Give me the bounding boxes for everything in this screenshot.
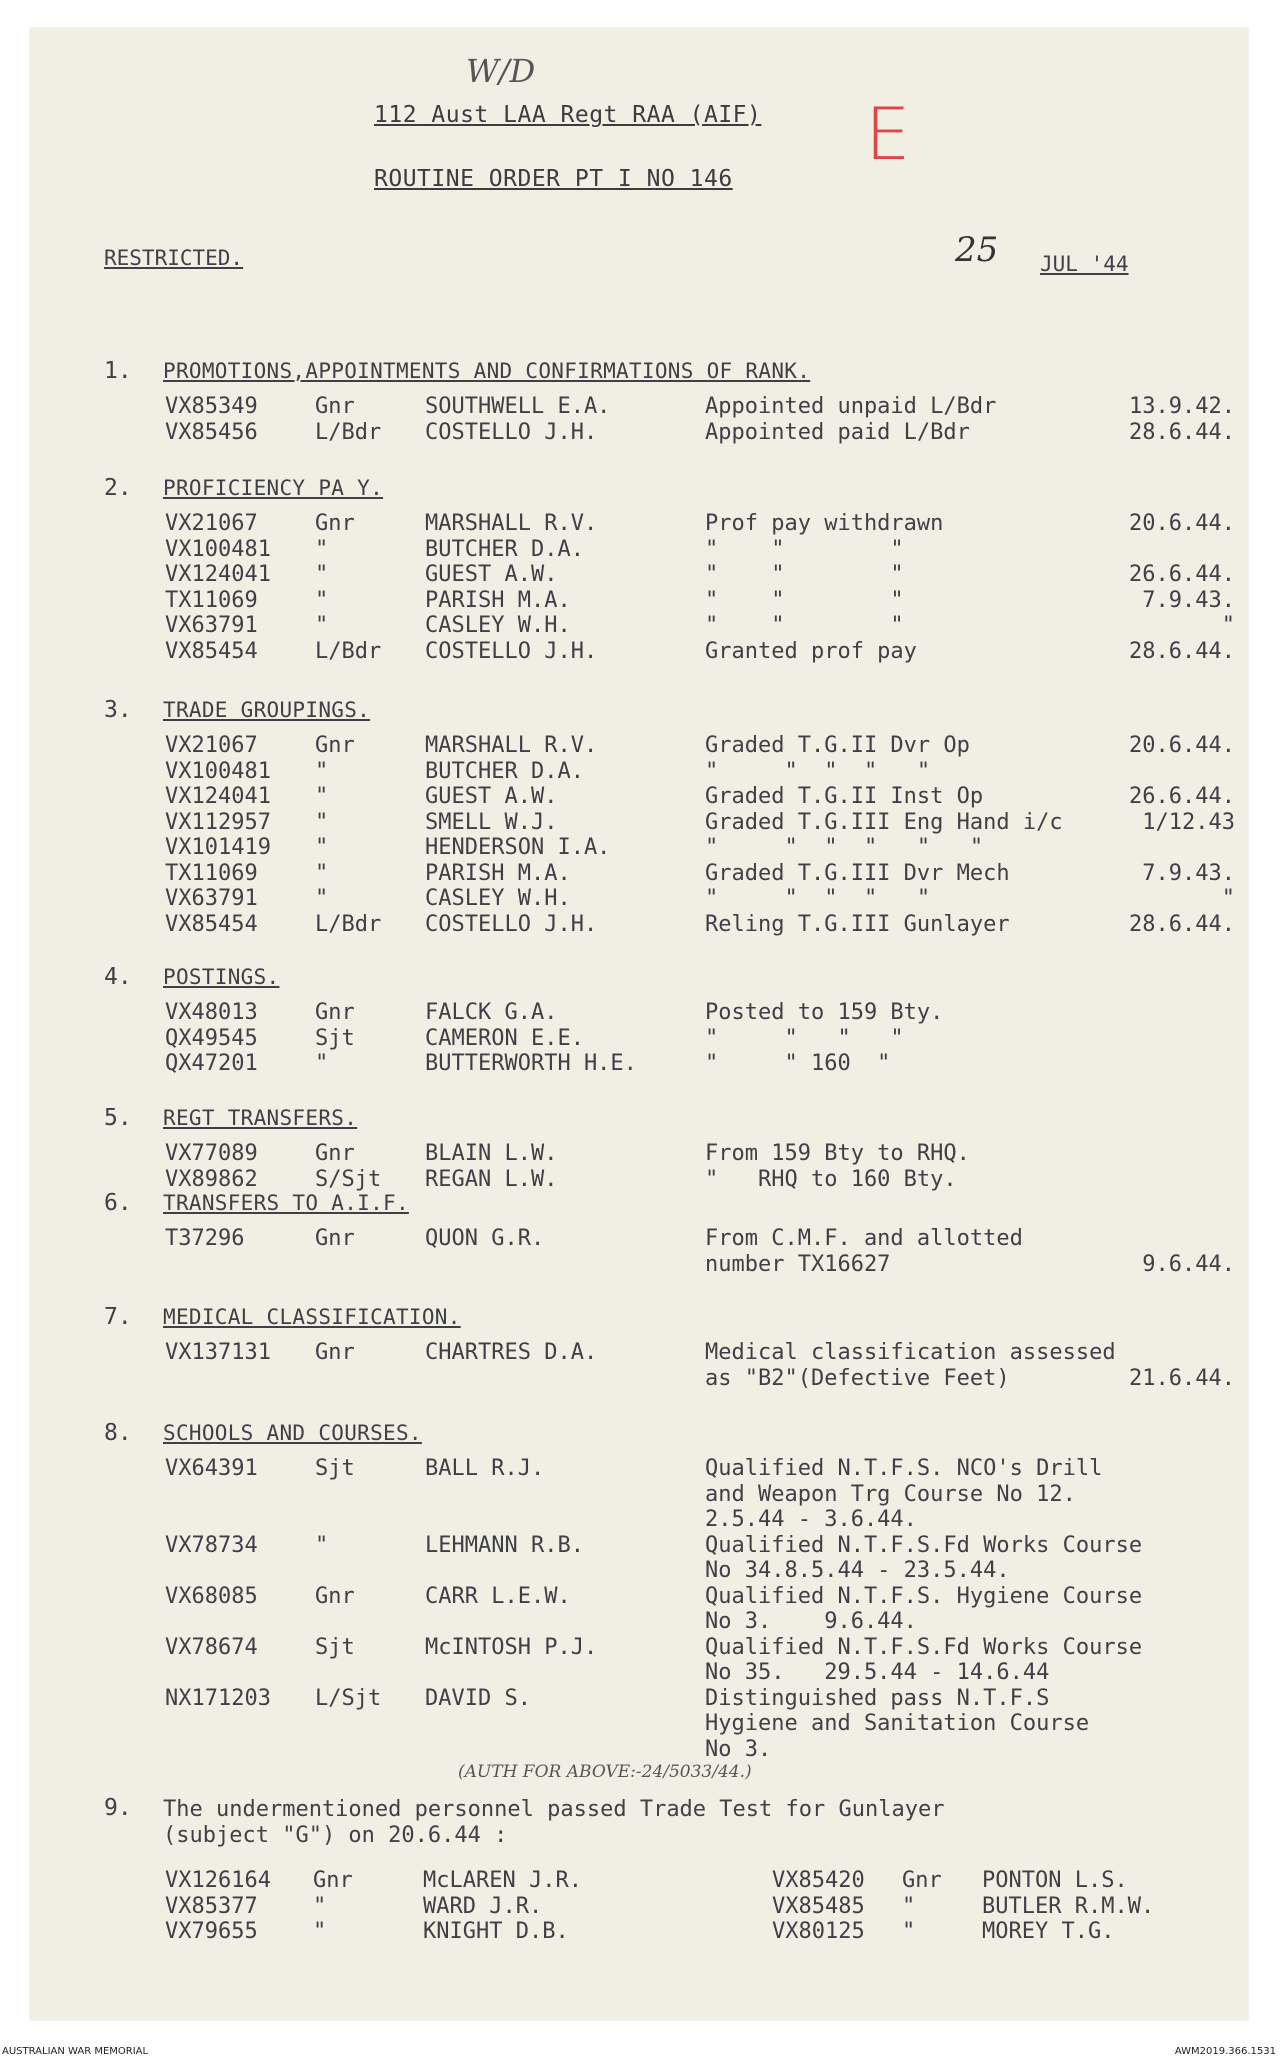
service-number: VX112957 [165, 809, 271, 835]
order-entry-row [165, 1141, 1235, 1167]
entry-detail: as "B2"(Defective Feet) [705, 1365, 1010, 1391]
order-entry-row [165, 420, 1235, 446]
entry-detail: and Weapon Trg Course No 12. [705, 1481, 1076, 1507]
entry-date: 9.6.44. [1142, 1251, 1235, 1277]
section-title: MEDICAL CLASSIFICATION. [163, 1305, 461, 1329]
rank: Gnr [315, 1000, 355, 1025]
entry-detail: No 34.8.5.44 - 23.5.44. [705, 1558, 1010, 1583]
entry-detail: Graded T.G.II Dvr Op [705, 733, 970, 758]
soldier-name: QUON G.R. [425, 1226, 545, 1251]
soldier-name: GUEST A.W. [425, 562, 558, 587]
service-number: VX21067 [165, 511, 258, 536]
rank: " [315, 886, 329, 911]
soldier-name: PARISH M.A. [425, 860, 571, 886]
order-entry-row [165, 394, 1235, 420]
footer-source: AUSTRALIAN WAR MEMORIAL [2, 2046, 149, 2057]
service-number: VX85485 [772, 1893, 865, 1919]
order-entry-row [165, 1635, 1235, 1661]
gunlayer-row [165, 1894, 625, 1920]
entry-date: 20.6.44. [1129, 733, 1235, 758]
rank: " [315, 587, 329, 613]
soldier-name: CASLEY W.H. [425, 886, 571, 911]
gunlayer-row [165, 1868, 625, 1894]
rank: Gnr [313, 1868, 353, 1893]
service-number: VX63791 [165, 613, 258, 638]
gunlayer-row [772, 1919, 1232, 1945]
order-entry-row [165, 784, 1235, 810]
entry-detail: No 35. 29.5.44 - 14.6.44 [705, 1660, 1050, 1685]
section-number: 2. [104, 475, 132, 501]
rank: " [315, 613, 329, 638]
service-number: VX89862 [165, 1166, 258, 1192]
order-entry-row [165, 1660, 1235, 1686]
order-entry-row [165, 1026, 1235, 1052]
soldier-name: BUTCHER D.A. [425, 758, 584, 784]
order-entry-row [165, 1584, 1235, 1610]
entry-detail: No 3. 9.6.44. [705, 1609, 917, 1634]
rank: " [315, 784, 329, 809]
service-number: QX47201 [165, 1051, 258, 1076]
entry-detail: " " " " " [705, 758, 931, 784]
typed-date: JUL '44 [1040, 252, 1129, 276]
soldier-name: REGAN L.W. [425, 1166, 558, 1192]
rank: Sjt [315, 1634, 355, 1660]
entry-detail: Graded T.G.III Eng Hand i/c [705, 809, 1063, 835]
soldier-name: PARISH M.A. [425, 587, 571, 613]
service-number: VX77089 [165, 1141, 258, 1166]
rank: L/Bdr [315, 911, 382, 937]
entry-detail: " " 160 " [705, 1051, 891, 1076]
entry-detail: Graded T.G.III Dvr Mech [705, 860, 1010, 886]
soldier-name: BUTCHER D.A. [425, 536, 584, 562]
service-number: VX85377 [165, 1893, 258, 1919]
rank: Sjt [315, 1456, 355, 1481]
service-number: VX85454 [165, 638, 258, 664]
service-number: VX48013 [165, 1000, 258, 1025]
entry-date: 7.9.43. [1142, 587, 1235, 613]
soldier-name: MARSHALL R.V. [425, 511, 598, 536]
rank: Sjt [315, 1025, 355, 1051]
entry-date: " [1221, 886, 1235, 911]
rank: L/Bdr [315, 419, 382, 445]
soldier-name: CARR L.E.W. [425, 1583, 571, 1609]
entry-detail: Posted to 159 Bty. [705, 1000, 944, 1025]
order-entry-row [165, 511, 1235, 537]
entry-detail: " " " [705, 587, 904, 613]
order-entry-row [165, 1226, 1235, 1252]
soldier-name: LEHMANN R.B. [425, 1532, 584, 1558]
order-entry-row [165, 886, 1235, 912]
service-number: VX79655 [165, 1919, 258, 1944]
order-entry-row [165, 1000, 1235, 1026]
soldier-name: MARSHALL R.V. [425, 733, 598, 758]
service-number: TX11069 [165, 860, 258, 886]
order-entry-row [165, 1252, 1235, 1278]
order-entry-row [165, 835, 1235, 861]
order-entry-row [165, 1167, 1235, 1193]
section-title: PROFICIENCY PA Y. [163, 476, 384, 500]
service-number: TX11069 [165, 587, 258, 613]
section-title: TRANSFERS TO A.I.F. [163, 1191, 409, 1215]
section9-text: (subject "G") on 20.6.44 : [163, 1823, 508, 1848]
entry-date: 28.6.44. [1129, 638, 1235, 664]
section-number: 7. [104, 1304, 132, 1330]
red-mark: E [865, 92, 911, 176]
order-entry-row [165, 613, 1235, 639]
rank: " [902, 1893, 916, 1919]
rank: Gnr [315, 511, 355, 536]
service-number: VX85420 [772, 1868, 865, 1893]
entry-detail: No 3. [705, 1736, 772, 1762]
soldier-name: COSTELLO J.H. [425, 638, 598, 664]
entry-date: 20.6.44. [1129, 511, 1235, 536]
auth-note: (AUTH FOR ABOVE:-24/5033/44.) [458, 1762, 752, 1782]
entry-date: 26.6.44. [1129, 562, 1235, 587]
order-entry-row [165, 562, 1235, 588]
entry-detail: From C.M.F. and allotted [705, 1226, 1023, 1251]
service-number: VX85349 [165, 394, 258, 419]
entry-detail: Reling T.G.III Gunlayer [705, 911, 1010, 937]
service-number: VX21067 [165, 733, 258, 758]
entry-detail: Qualified N.T.F.S. Hygiene Course [705, 1583, 1143, 1609]
order-entry-row [165, 810, 1235, 836]
service-number: VX100481 [165, 536, 271, 562]
soldier-name: SOUTHWELL E.A. [425, 394, 611, 419]
section-title: SCHOOLS AND COURSES. [163, 1421, 422, 1445]
rank: Gnr [315, 1340, 355, 1365]
soldier-name: DAVID S. [425, 1685, 531, 1711]
order-entry-row [165, 1340, 1235, 1366]
soldier-name: COSTELLO J.H. [425, 911, 598, 937]
service-number: VX85454 [165, 911, 258, 937]
soldier-name: BALL R.J. [425, 1456, 545, 1481]
section-number: 4. [104, 964, 132, 990]
rank: " [315, 562, 329, 587]
section-number: 1. [104, 358, 132, 384]
entry-detail: Granted prof pay [705, 638, 917, 664]
section9-text: The undermentioned personnel passed Trade Test for Gunlayer [163, 1797, 945, 1822]
entry-detail: " " " [705, 562, 904, 587]
section-number: 3. [104, 697, 132, 723]
entry-detail: Prof pay withdrawn [705, 511, 944, 536]
service-number: T37296 [165, 1226, 245, 1251]
rank: Gnr [902, 1868, 942, 1893]
handwritten-date: 25 [955, 230, 999, 270]
soldier-name: MOREY T.G. [982, 1919, 1115, 1944]
rank: " [313, 1919, 327, 1944]
entry-detail: " " " " " [705, 886, 931, 911]
entry-detail: Medical classification assessed [705, 1340, 1116, 1365]
soldier-name: WARD J.R. [423, 1893, 543, 1919]
order-entry-row [165, 1051, 1235, 1077]
entry-date: 7.9.43. [1142, 860, 1235, 886]
entry-detail: " RHQ to 160 Bty. [705, 1166, 957, 1192]
rank: " [315, 835, 329, 860]
entry-detail: Qualified N.T.F.S. NCO's Drill [705, 1456, 1103, 1481]
entry-detail: " " " " [705, 1025, 904, 1051]
service-number: VX80125 [772, 1919, 865, 1944]
entry-date: 21.6.44. [1129, 1365, 1235, 1391]
rank: L/Sjt [315, 1685, 382, 1711]
service-number: VX100481 [165, 758, 271, 784]
soldier-name: CASLEY W.H. [425, 613, 571, 638]
service-number: VX124041 [165, 784, 271, 809]
gunlayer-row [165, 1919, 625, 1945]
order-entry-row [165, 639, 1235, 665]
entry-detail: " " " " " " [705, 835, 984, 860]
section-title: PROMOTIONS,APPOINTMENTS AND CONFIRMATIONS OF RANK. [163, 359, 811, 383]
service-number: VX126164 [165, 1868, 271, 1893]
entry-detail: " " " [705, 536, 904, 562]
rank: " [315, 1532, 329, 1558]
entry-detail: Graded T.G.II Inst Op [705, 784, 984, 809]
order-entry-row [165, 1456, 1235, 1482]
soldier-name: HENDERSON I.A. [425, 835, 611, 860]
rank: S/Sjt [315, 1166, 382, 1192]
order-entry-row [165, 537, 1235, 563]
unit-title: 112 Aust LAA Regt RAA (AIF) [374, 102, 762, 128]
rank: " [315, 1051, 329, 1076]
entry-detail: Qualified N.T.F.S.Fd Works Course [705, 1532, 1143, 1558]
gunlayer-row [772, 1868, 1232, 1894]
entry-detail: Qualified N.T.F.S.Fd Works Course [705, 1634, 1143, 1660]
order-entry-row [165, 1686, 1235, 1712]
section-title: REGT TRANSFERS. [163, 1106, 358, 1130]
rank: " [315, 809, 329, 835]
order-entry-row [165, 1366, 1235, 1392]
order-entry-row [165, 1737, 1235, 1763]
rank: Gnr [315, 1226, 355, 1251]
entry-date: 13.9.42. [1129, 394, 1235, 419]
soldier-name: McLAREN J.R. [423, 1868, 582, 1893]
rank: " [313, 1893, 327, 1919]
service-number: VX124041 [165, 562, 271, 587]
rank: Gnr [315, 733, 355, 758]
service-number: NX171203 [165, 1685, 271, 1711]
rank: " [902, 1919, 916, 1944]
gunlayer-row [772, 1894, 1232, 1920]
entry-detail: Hygiene and Sanitation Course [705, 1711, 1090, 1736]
handwritten-ref: W/D [466, 52, 536, 90]
entry-date: 28.6.44. [1129, 419, 1235, 445]
rank: Gnr [315, 1141, 355, 1166]
rank: Gnr [315, 394, 355, 419]
soldier-name: McINTOSH P.J. [425, 1634, 598, 1660]
soldier-name: GUEST A.W. [425, 784, 558, 809]
order-entry-row [165, 1558, 1235, 1584]
soldier-name: COSTELLO J.H. [425, 419, 598, 445]
classification: RESTRICTED. [104, 246, 244, 270]
service-number: QX49545 [165, 1025, 258, 1051]
service-number: VX64391 [165, 1456, 258, 1481]
order-entry-row [165, 1711, 1235, 1737]
entry-detail: " " " [705, 613, 904, 638]
service-number: VX63791 [165, 886, 258, 911]
entry-date: " [1221, 613, 1235, 638]
entry-detail: Distinguished pass N.T.F.S [705, 1685, 1050, 1711]
soldier-name: BUTTERWORTH H.E. [425, 1051, 637, 1076]
section-number: 6. [104, 1190, 132, 1216]
order-entry-row [165, 759, 1235, 785]
entry-detail: 2.5.44 - 3.6.44. [705, 1507, 917, 1532]
section-number: 9. [104, 1795, 132, 1821]
soldier-name: BLAIN L.W. [425, 1141, 558, 1166]
entry-date: 1/12.43 [1142, 809, 1235, 835]
soldier-name: CHARTRES D.A. [425, 1340, 598, 1365]
order-entry-row [165, 1609, 1235, 1635]
rank: L/Bdr [315, 638, 382, 664]
order-entry-row [165, 733, 1235, 759]
rank: Gnr [315, 1583, 355, 1609]
order-entry-row [165, 861, 1235, 887]
soldier-name: SMELL W.J. [425, 809, 558, 835]
service-number: VX101419 [165, 835, 271, 860]
footer-accession: AWM2019.366.1531 [1174, 2046, 1276, 2057]
soldier-name: BUTLER R.M.W. [982, 1893, 1155, 1919]
rank: " [315, 758, 329, 784]
entry-detail: number TX16627 [705, 1251, 891, 1277]
order-entry-row [165, 1482, 1235, 1508]
section-number: 5. [104, 1105, 132, 1131]
rank: " [315, 860, 329, 886]
order-entry-row [165, 912, 1235, 938]
rank: " [315, 536, 329, 562]
entry-detail: From 159 Bty to RHQ. [705, 1141, 970, 1166]
order-entry-row [165, 1507, 1235, 1533]
soldier-name: CAMERON E.E. [425, 1025, 584, 1051]
entry-detail: Appointed unpaid L/Bdr [705, 394, 997, 419]
service-number: VX137131 [165, 1340, 271, 1365]
service-number: VX68085 [165, 1583, 258, 1609]
service-number: VX78734 [165, 1532, 258, 1558]
section-title: TRADE GROUPINGS. [163, 698, 371, 722]
service-number: VX85456 [165, 419, 258, 445]
soldier-name: PONTON L.S. [982, 1868, 1128, 1893]
section-title: POSTINGS. [163, 965, 280, 989]
service-number: VX78674 [165, 1634, 258, 1660]
entry-date: 28.6.44. [1129, 911, 1235, 937]
soldier-name: KNIGHT D.B. [423, 1919, 569, 1944]
entry-date: 26.6.44. [1129, 784, 1235, 809]
soldier-name: FALCK G.A. [425, 1000, 558, 1025]
order-entry-row [165, 588, 1235, 614]
section-number: 8. [104, 1420, 132, 1446]
entry-detail: Appointed paid L/Bdr [705, 419, 970, 445]
order-title: ROUTINE ORDER PT I NO 146 [374, 166, 733, 192]
order-entry-row [165, 1533, 1235, 1559]
